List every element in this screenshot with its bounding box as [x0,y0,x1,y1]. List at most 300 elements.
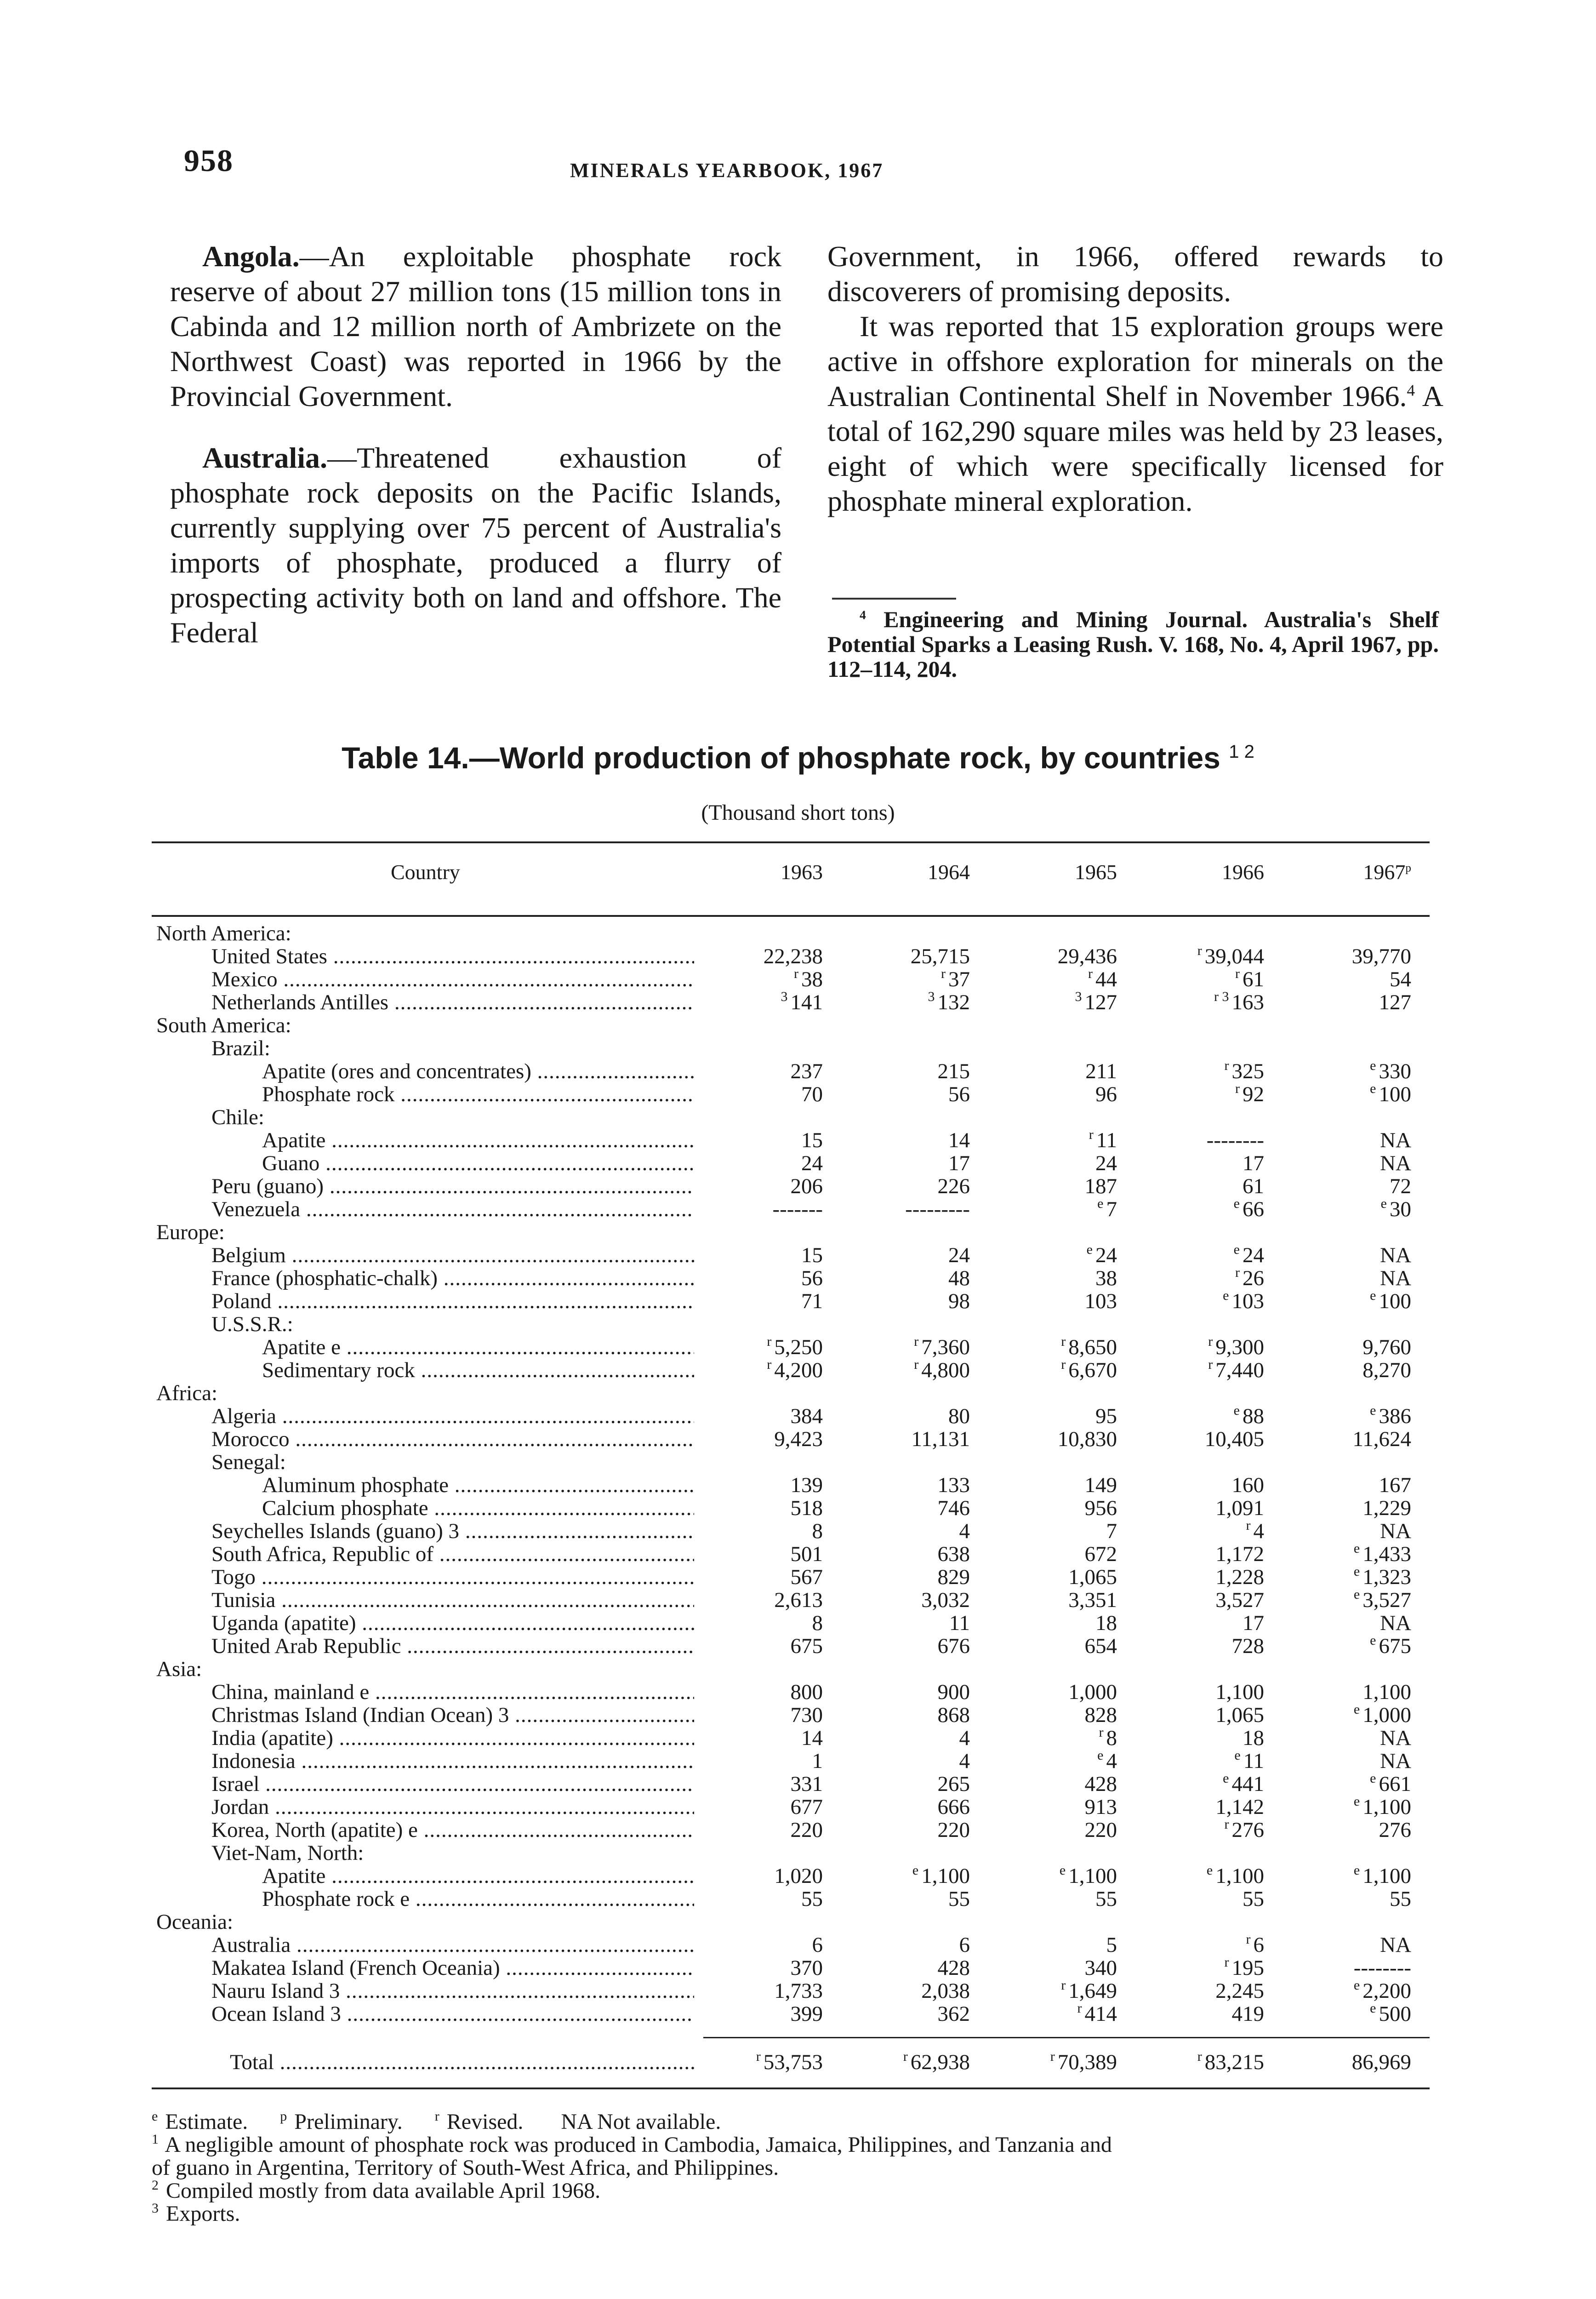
group-label: Africa: [156,1382,218,1405]
cell-1964: 11 [949,1611,970,1635]
cell-1964: 900 [937,1680,970,1704]
cell-1964: 215 [937,1059,970,1083]
cell-1963: 1 [812,1749,823,1773]
cell-1967: $^e$ 2,200 [1353,1978,1411,2003]
group-label: Viet-Nam, North: [211,1841,364,1864]
cell-1967: $^e$ 330 [1370,1058,1411,1083]
total-cell-1966: $^r$ 83,215 [1197,2049,1264,2074]
cell-1967: 1,229 [1362,1496,1411,1520]
cell-1966: $^r$ 195 [1224,1955,1264,1980]
cell-1964: $^r$ 7,360 [914,1334,970,1359]
legend-item: NA Not available. [555,2110,721,2134]
row-label: United States ..... [211,945,694,968]
cell-1965: $^r$ 1,649 [1061,1978,1117,2003]
cell-1967: -------- [1353,1956,1411,1980]
group-label: Senegal: [211,1451,286,1474]
cell-1967: $^e$ 500 [1370,2001,1411,2026]
cell-1964: 25,715 [910,944,970,968]
cell-1966: 10,405 [1204,1427,1264,1451]
cell-1966: $^e$ 441 [1223,1771,1264,1796]
cell-1963: 567 [790,1565,823,1589]
footnote-4-text: Engineering and Mining Journal. Australia's Shelf Potential Sparks a Leasing Rush. V. 168, No. 4, April 1967, pp. 112–114, 204. [827,606,1439,682]
cell-1964: 80 [948,1404,970,1428]
row-label: Australia ..... [211,1933,694,1956]
paragraph-australia [170,440,781,650]
cell-flag: r [903,2049,908,2064]
column-header-1966: 1966 [1222,860,1264,884]
cell-1966: $^r$ 325 [1224,1058,1264,1083]
table-row [0,1497,1596,1520]
table-row [0,1175,1596,1198]
table-title [0,740,1596,775]
cell-flag: r [1061,1357,1066,1372]
table-row [0,1841,1596,1864]
total-cell-1964: $^r$ 62,938 [903,2049,970,2074]
cell-1965: 187 [1084,1174,1117,1198]
cell-flag: r [1224,1058,1229,1073]
cell-flag: e [1370,1081,1376,1096]
cell-1966: 1,142 [1215,1795,1264,1819]
cell-1965: $^r$ 8 [1099,1725,1117,1750]
cell-1966: 17 [1243,1151,1264,1175]
cell-flag: r 3 [1214,989,1229,1004]
table-row [0,1864,1596,1887]
cell-flag: e [1380,1196,1387,1211]
row-label: Ocean Island 3 ..... [211,2002,694,2025]
cell-1965: $^e$ 24 [1086,1242,1117,1267]
cell-1965: $^3$ 127 [1075,989,1117,1014]
row-label: Poland ..... [211,1290,694,1313]
cell-flag: r [756,2049,761,2064]
cell-1964: 638 [937,1542,970,1566]
row-label: Nauru Island 3 ..... [211,1979,694,2002]
cell-1966: 1,172 [1215,1542,1264,1566]
table-row [0,1750,1596,1773]
cell-1963: 501 [790,1542,823,1566]
exploration-text-b: A total of 162,290 square miles was held by 23 leases, eight of which were specifically licensed for phosphate mineral exploration. [827,380,1443,517]
legend-mark: p [280,2109,287,2124]
table-row [0,1129,1596,1152]
cell-flag: e [1206,1863,1213,1878]
cell-1963: $^r$ 38 [794,966,823,991]
cell-1965: 24 [1095,1151,1117,1175]
cell-1963: 677 [790,1795,823,1819]
cell-1966: $^r$ 7,440 [1208,1357,1264,1382]
cell-flag: r [1061,1978,1066,1993]
cell-1966: 1,100 [1215,1680,1264,1704]
cell-1963: 56 [801,1266,823,1290]
note-3-text: Exports. [160,2202,240,2226]
cell-flag: e [1370,1771,1376,1786]
cell-flag: 3 [1075,989,1082,1004]
cell-1964: 428 [937,1956,970,1980]
table-title-text: Table 14.—World production of phosphate rock, by countries [342,741,1220,775]
cell-1965: $^r$ 414 [1077,2001,1117,2026]
cell-1967: NA [1380,1243,1411,1267]
row-label: Makatea Island (French Oceania) ..... [211,1956,694,1979]
row-label: China, mainland e ..... [211,1681,694,1704]
cell-1964: $^r$ 37 [941,966,970,991]
table-bottom-rule [152,2087,1430,2089]
cell-1964: 24 [948,1243,970,1267]
cell-1965: $^r$ 11 [1089,1127,1117,1152]
cell-1966: $^e$ 1,100 [1206,1863,1264,1888]
table-row [0,1267,1596,1290]
cell-1966: 728 [1231,1634,1264,1658]
row-label: Algeria ..... [211,1405,694,1428]
cell-1963: 8 [812,1611,823,1635]
cell-1965: 672 [1084,1542,1117,1566]
legend-item: $^r$ Revised. [434,2109,524,2134]
cell-1967: $^e$ 675 [1370,1633,1411,1658]
table-row [0,1336,1596,1359]
cell-1966: $^e$ 11 [1234,1748,1264,1773]
cell-1967: $^e$ 100 [1370,1081,1411,1106]
cell-1967: 54 [1390,967,1411,991]
cell-1965: 654 [1084,1634,1117,1658]
column-header-country: Country [391,860,460,884]
footnote-4-number: 4 [860,607,866,622]
cell-1965: 3,351 [1068,1588,1117,1612]
table-row [0,922,1596,945]
cell-flag: e [1370,1058,1376,1073]
note-3 [152,2202,1439,2225]
cell-1963: 24 [801,1151,823,1175]
cell-1965: 428 [1084,1772,1117,1796]
angola-runin: Angola. [202,240,300,273]
group-label: U.S.S.R.: [211,1313,293,1336]
footnote-ref-4: 4 [1407,381,1415,400]
cell-flag: r [1197,943,1202,958]
cell-1963: $^r$ 5,250 [767,1334,823,1359]
group-label: Europe: [156,1221,225,1244]
footnote-4 [827,607,1439,681]
cell-flag: r [767,1357,772,1372]
table-row [0,1060,1596,1083]
cell-flag: r [1089,1127,1094,1142]
cell-1964: $^e$ 1,100 [912,1863,970,1888]
cell-flag: e [1233,1196,1240,1211]
cell-1963: 15 [801,1243,823,1267]
cell-flag: e [1353,1978,1360,1993]
note-2-text: Compiled mostly from data available April 1968. [160,2179,601,2203]
cell-1966: 18 [1243,1726,1264,1750]
cell-1964: 829 [937,1565,970,1589]
cell-1965: $^e$ 1,100 [1059,1863,1117,1888]
cell-1967: $^e$ 1,323 [1353,1564,1411,1589]
cell-1963: $^r$ 4,200 [767,1357,823,1382]
cell-1965: 211 [1085,1059,1117,1083]
cell-1966: $^r$ 9,300 [1208,1334,1264,1359]
cell-flag: e [1234,1748,1241,1763]
table-row [0,1819,1596,1841]
australia-runin: Australia. [202,441,327,474]
cell-1964: 666 [937,1795,970,1819]
table-row [0,991,1596,1014]
table-row [0,1428,1596,1451]
row-label: South Africa, Republic of ..... [211,1543,694,1566]
table-header-rule [152,915,1430,917]
cell-1965: 956 [1084,1496,1117,1520]
cell-flag: r [1208,1334,1213,1349]
column-header-1967 [1292,860,1411,884]
table-row [0,1704,1596,1727]
cell-flag: e [1370,1633,1376,1648]
table-row [0,1566,1596,1589]
cell-1965: $^e$ 4 [1097,1748,1117,1773]
legend-mark: r [434,2109,439,2124]
cell-1967: $^e$ 386 [1370,1403,1411,1428]
table-row [0,1520,1596,1543]
cell-1967: $^e$ 1,100 [1353,1863,1411,1888]
cell-1964: 6 [959,1933,970,1957]
cell-1967: 127 [1379,990,1411,1014]
cell-1964: $^r$ 4,800 [914,1357,970,1382]
cell-1963: 6 [812,1933,823,1957]
cell-1963: 22,238 [763,944,823,968]
cell-1965: 96 [1095,1082,1117,1106]
row-label: Apatite e ..... [262,1336,694,1359]
cell-1963: 370 [790,1956,823,1980]
cell-1963: 71 [801,1289,823,1313]
cell-1964: 4 [959,1519,970,1543]
page-number: 958 [184,143,234,178]
legend-item: $^p$ Preliminary. [280,2109,403,2134]
table-row [0,1244,1596,1267]
cell-1967: $^e$ 661 [1370,1771,1411,1796]
note-1 [152,2133,1439,2156]
row-label: Mexico ..... [211,968,694,991]
table-row [0,1359,1596,1382]
total-rule [703,2037,1430,2038]
cell-1963: 730 [790,1703,823,1727]
cell-flag: r [1197,2049,1202,2064]
cell-flag: e [1223,1288,1229,1303]
cell-1966: $^r$ 6 [1246,1932,1264,1957]
paragraph-continued: Government, in 1966, offered rewards to discoverers of promising deposits. [827,240,1443,308]
cell-1964: 11,131 [911,1427,970,1451]
cell-1966: $^r$ 4 [1246,1518,1264,1543]
cell-1965: 1,000 [1068,1680,1117,1704]
cell-flag: r [794,966,798,981]
cell-1964: 746 [937,1496,970,1520]
cell-1966: 1,091 [1215,1496,1264,1520]
row-label: Apatite ..... [262,1129,694,1152]
cell-1967: NA [1380,1266,1411,1290]
total-cell-1963: $^r$ 53,753 [756,2049,823,2074]
row-label: Venezuela ..... [211,1198,694,1221]
cell-1966: 61 [1243,1174,1264,1198]
table-row [0,1014,1596,1037]
row-label: Phosphate rock e ..... [262,1887,694,1910]
table-row [0,1152,1596,1175]
row-label: United Arab Republic ..... [211,1635,694,1658]
running-head: MINERALS YEARBOOK, 1967 [570,159,884,182]
row-label: Christmas Island (Indian Ocean) 3 ..... [211,1704,694,1727]
cell-flag: e [1353,1587,1360,1602]
preliminary-mark: p [1405,861,1411,875]
cell-1963: 220 [790,1818,823,1842]
total-row [0,2051,1596,2074]
cell-1966: -------- [1206,1128,1264,1152]
cell-1964: 676 [937,1634,970,1658]
cell-1963: $^3$ 141 [781,989,823,1014]
cell-1963: 675 [790,1634,823,1658]
australia-text: —Threatened exhaustion of phosphate rock deposits on the Pacific Islands, currently supplying over 75 percent of Australia's imports of phosphate, produced a flurry of prospecting activity both on land and offshore. The Federal [170,441,781,649]
table-row [0,1589,1596,1612]
cell-1965: 38 [1095,1266,1117,1290]
cell-flag: r [1077,2001,1082,2016]
cell-1964: 56 [948,1082,970,1106]
row-label: Apatite (ores and concentrates) ..... [262,1060,694,1083]
cell-1963: 70 [801,1082,823,1106]
cell-1963: 518 [790,1496,823,1520]
column-header-1965: 1965 [1075,860,1117,884]
cell-flag: r [1224,1955,1229,1970]
cell-1963: 8 [812,1519,823,1543]
cell-1965: $^r$ 44 [1088,966,1117,991]
cell-1967: 8,270 [1362,1358,1411,1382]
cell-1963: 139 [790,1473,823,1497]
cell-1967: 167 [1379,1473,1411,1497]
cell-1966: $^r$ 92 [1235,1081,1264,1106]
total-cell-1965: $^r$ 70,389 [1050,2049,1117,2074]
cell-flag: e [1353,1863,1360,1878]
cell-1967: $^e$ 1,100 [1353,1794,1411,1819]
table-row [0,1083,1596,1106]
cell-1967: NA [1380,1726,1411,1750]
group-label: Oceania: [156,1910,234,1933]
table-row [0,1933,1596,1956]
cell-1964: --------- [905,1197,970,1221]
cell-1963: 384 [790,1404,823,1428]
cell-flag: 3 [781,989,788,1004]
exploration-text-a: It was reported that 15 exploration groups were active in offshore exploration for minerals on the Australian Continental Shelf in November 1966. [827,310,1443,412]
cell-1966: $^r$ 26 [1235,1265,1264,1290]
cell-flag: r [1088,966,1093,981]
cell-1964: 17 [948,1151,970,1175]
cell-1964: 4 [959,1749,970,1773]
cell-1965: 1,065 [1068,1565,1117,1589]
cell-1965: 220 [1084,1818,1117,1842]
row-label: Netherlands Antilles ..... [211,991,694,1014]
row-label: Uganda (apatite) ..... [211,1612,694,1635]
right-text-column [827,239,1443,519]
cell-1967: $^e$ 1,000 [1353,1702,1411,1727]
cell-1965: 149 [1084,1473,1117,1497]
table-subtitle: (Thousand short tons) [701,801,895,825]
cell-1966: 160 [1231,1473,1264,1497]
cell-1964: 48 [948,1266,970,1290]
cell-1965: 55 [1095,1887,1117,1911]
note-1-text-a: A negligible amount of phosphate rock was produced in Cambodia, Jamaica, Philippines, and Tanzania and [160,2133,1112,2157]
cell-1966: 17 [1243,1611,1264,1635]
note-1-mark: 1 [152,2132,159,2147]
cell-flag: e [1370,1288,1376,1303]
cell-1967: $^e$ 100 [1370,1288,1411,1313]
cell-flag: e [1223,1771,1229,1786]
cell-1965: 913 [1084,1795,1117,1819]
row-label: Peru (guano) ..... [211,1175,694,1198]
table-row [0,1681,1596,1704]
table-row [0,1198,1596,1221]
cell-1966: 2,245 [1215,1979,1264,2003]
cell-flag: r [914,1357,919,1372]
cell-1965: 5 [1106,1933,1117,1957]
table-row [0,1956,1596,1979]
cell-flag: e [1233,1403,1240,1418]
cell-1967: 1,100 [1362,1680,1411,1704]
table-row [0,945,1596,968]
left-text-column [170,239,781,650]
group-label: Chile: [211,1106,264,1129]
cell-1967: 9,760 [1362,1335,1411,1359]
cell-1964: 14 [948,1128,970,1152]
paragraph-angola [170,239,781,414]
table-row [0,1658,1596,1681]
cell-1967: NA [1380,1749,1411,1773]
cell-1966: 1,228 [1215,1565,1264,1589]
row-label: France (phosphatic-chalk) ..... [211,1267,694,1290]
column-header-1967-year: 1967 [1363,860,1406,884]
cell-1963: 399 [790,2002,823,2026]
cell-1967: 39,770 [1351,944,1411,968]
cell-1963: 55 [801,1887,823,1911]
cell-flag: r [1246,1518,1251,1533]
cell-1967: $^e$ 3,527 [1353,1587,1411,1612]
cell-1964: 4 [959,1726,970,1750]
group-label: North America: [156,922,291,945]
angola-text: —An exploitable phosphate rock reserve of about 27 million tons (15 million tons in Cabinda and 12 million north of Ambrizete on the Northwest Coast) was reported in 1966 by the Provincial Government. [170,240,781,412]
cell-1963: 1,020 [774,1864,823,1888]
cell-1966: $^e$ 66 [1233,1196,1264,1221]
cell-1966: $^r$ 39,044 [1197,943,1264,968]
row-label: Morocco ..... [211,1428,694,1451]
cell-flag: e [1353,1794,1360,1809]
row-label: Indonesia ..... [211,1750,694,1773]
cell-flag: e [1353,1541,1360,1556]
cell-1967: $^e$ 1,433 [1353,1541,1411,1566]
cell-1964: $^3$ 132 [928,989,970,1014]
cell-1966: $^{r 3}$ 163 [1214,989,1264,1014]
cell-1967: 11,624 [1352,1427,1411,1451]
cell-1964: 2,038 [921,1979,970,2003]
row-label: Seychelles Islands (guano) 3 ..... [211,1520,694,1543]
cell-flag: r [1235,1081,1240,1096]
row-label: Phosphate rock ..... [262,1083,694,1106]
cell-flag: e [1370,2001,1376,2016]
cell-1966: $^e$ 24 [1233,1242,1264,1267]
table-row [0,1979,1596,2002]
table-row [0,1382,1596,1405]
group-label: South America: [156,1014,291,1037]
table-row [0,1313,1596,1336]
cell-flag: e [1086,1242,1093,1257]
group-label: Asia: [156,1658,202,1681]
cell-flag: e [1059,1863,1066,1878]
table-row [0,1727,1596,1750]
cell-flag: r [1246,1932,1251,1947]
table-row [0,1405,1596,1428]
row-label: Apatite ..... [262,1864,694,1887]
table-row [0,1543,1596,1566]
cell-1967: NA [1380,1519,1411,1543]
cell-1965: 340 [1084,1956,1117,1980]
cell-1963: 9,423 [774,1427,823,1451]
row-label: Tunisia ..... [211,1589,694,1612]
row-label: Calcium phosphate ..... [262,1497,694,1520]
table-row [0,1106,1596,1129]
